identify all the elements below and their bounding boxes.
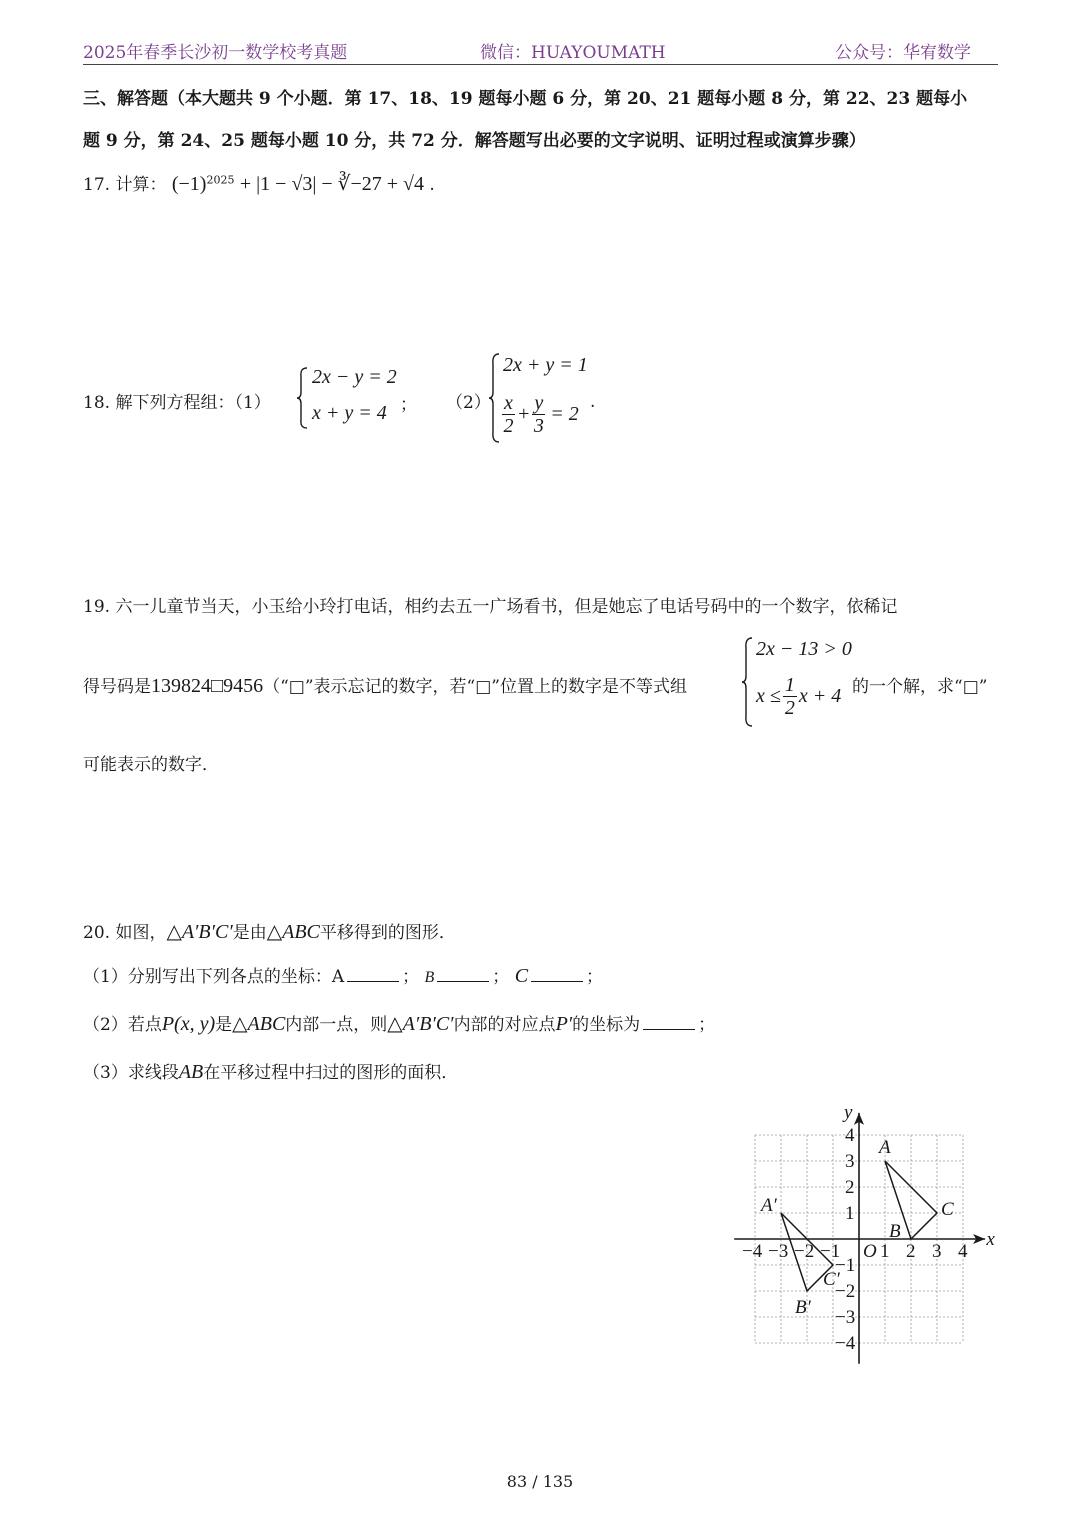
q19-line3: 可能表示的数字． <box>83 755 219 775</box>
q18-frac1-num: x <box>504 392 513 414</box>
q18-end: . <box>590 392 596 412</box>
q20-line1-b: 是由 <box>232 923 267 943</box>
y-tick-label: 2 <box>845 1177 855 1198</box>
q20-p2-c: 内部一点，则 <box>285 1015 388 1035</box>
q18-prefix: 18. 解下列方程组：（1） <box>83 393 271 413</box>
q18-brace-1 <box>296 366 310 430</box>
q20-tri-prime: △A′B′C′ <box>166 921 233 943</box>
q20-p2-a: （2）若点 <box>83 1015 162 1035</box>
q20-p1-b: B <box>424 969 435 986</box>
answer-blank-a[interactable] <box>347 963 399 982</box>
q18-frac2-num: y <box>534 392 544 414</box>
q20-p2-tri-prime: △A′B′C′ <box>387 1013 454 1035</box>
q18-frac2-den: 3 <box>533 415 544 437</box>
point-label-b: B <box>889 1221 901 1242</box>
answer-blank-b[interactable] <box>437 963 489 982</box>
x-tick-label: 1 <box>880 1241 890 1262</box>
q19-line2-a: 得号码是 <box>83 677 151 697</box>
section-heading-line1: 三、解答题（本大题共 9 个小题．第 17、18、19 题每小题 6 分，第 20、21 题每小题 8 分，第 22、23 题每小 <box>83 89 968 109</box>
section-heading-line2: 题 9 分，第 24、25 题每小题 10 分，共 72 分．解答题写出必要的文字说明、证明过程或演算步骤） <box>83 131 866 151</box>
q17-exponent: 2025 <box>206 173 235 187</box>
point-label-a: A <box>879 1137 891 1158</box>
q18-part2-label: （2） <box>446 393 491 413</box>
q19-frac-den: 2 <box>784 697 795 719</box>
q18-plus: + <box>516 403 531 425</box>
point-label-b1: B′ <box>795 1297 811 1318</box>
x-tick-label: 2 <box>906 1241 916 1262</box>
q20-p1-sep1: ； <box>402 967 420 987</box>
answer-blank-pprime[interactable] <box>643 1011 695 1030</box>
q20-tri: △ABC <box>266 921 320 943</box>
q19-ineq2-rhs: x + 4 <box>798 685 842 707</box>
q20-p3-b: 在平移过程中扫过的图形的面积． <box>203 1063 459 1083</box>
y-tick-label: 1 <box>845 1203 855 1224</box>
q19-line2 <box>83 672 687 698</box>
header-wechat: 微信：HUAYOUMATH <box>480 43 666 63</box>
answer-blank-c[interactable] <box>531 963 583 982</box>
q17-term-a: (−1) <box>171 173 207 195</box>
header-rule <box>83 64 998 65</box>
q18-sys1-eq2: x + y = 4 <box>312 402 387 424</box>
question-17 <box>83 170 435 196</box>
q20-p2-e: 的坐标为 <box>572 1015 641 1035</box>
point-label-c: C <box>941 1199 954 1220</box>
page-number: 83 / 135 <box>506 1472 574 1491</box>
x-tick-label: −3 <box>768 1241 789 1262</box>
q20-part1 <box>83 962 603 988</box>
q20-p2-point: P(x, y) <box>161 1013 216 1035</box>
y-tick-label: 3 <box>845 1151 855 1172</box>
q18-sys1-eq1: 2x − y = 2 <box>312 366 397 388</box>
q19-ineq2 <box>756 674 841 719</box>
q20-p1-c: C <box>514 965 529 987</box>
q19-line2-c: 的一个解，求“□” <box>852 677 988 697</box>
q20-line1-c: 平移得到的图形． <box>319 923 456 943</box>
x-tick-label: 4 <box>958 1241 968 1262</box>
q19-ineq1: 2x − 13 > 0 <box>756 638 852 660</box>
q19-phone: 139824□9456 <box>151 675 264 697</box>
coordinate-figure <box>732 1100 1012 1370</box>
point-label-c1: C′ <box>823 1269 840 1290</box>
q20-p1-end: ； <box>586 967 604 987</box>
q20-part2 <box>83 1010 715 1036</box>
q20-part3 <box>83 1058 458 1084</box>
y-tick-label: −4 <box>835 1333 856 1354</box>
y-tick-label: −2 <box>835 1281 856 1302</box>
q18-separator: ； <box>400 395 417 415</box>
q20-p3-seg: AB <box>178 1061 204 1083</box>
q20-p2-d: 内部的对应点 <box>453 1015 556 1035</box>
q20-p2-b: 是 <box>215 1015 233 1035</box>
q18-sys2-eq1: 2x + y = 1 <box>503 354 588 376</box>
q20-line1 <box>83 918 456 944</box>
y-tick-label: 4 <box>845 1125 855 1146</box>
q19-brace <box>741 636 755 728</box>
axes <box>734 1113 985 1364</box>
x-axis-label: x <box>986 1229 995 1250</box>
q19-line1: 19. 六一儿童节当天，小玉给小玲打电话，相约去五一广场看书，但是她忘了电话号码中的一个数字，依稀记 <box>83 597 898 617</box>
q19-frac-num: 1 <box>784 674 795 696</box>
q17-prefix: 17. 计算： <box>83 175 167 195</box>
y-axis-label: y <box>844 1102 853 1124</box>
labels <box>742 1102 995 1354</box>
q19-ineq2-lhs: x ≤ <box>756 685 781 707</box>
q19-line2-b: （“□”表示忘记的数字，若“□”位置上的数字是不等式组 <box>263 677 687 697</box>
header-account: 公众号：华宥数学 <box>835 43 971 63</box>
q17-end: . <box>429 175 435 195</box>
point-label-a1: A′ <box>761 1195 777 1216</box>
header-title: 2025年春季长沙初一数学校考真题 <box>83 43 348 63</box>
q20-p2-end: ； <box>698 1015 716 1035</box>
q17-term-b: + |1 − √3| − ∛−27 + √4 <box>239 173 424 195</box>
q18-sys2-eq2 <box>500 392 579 437</box>
q20-p2-tri: △ABC <box>232 1013 286 1035</box>
y-tick-label: −1 <box>835 1255 856 1276</box>
x-tick-label: −2 <box>794 1241 815 1262</box>
q20-p3-a: （3）求线段 <box>83 1063 179 1083</box>
x-tick-label: −4 <box>742 1241 763 1262</box>
q20-p1-sep2: ； <box>492 967 510 987</box>
q20-p1-a: （1）分别写出下列各点的坐标：A <box>83 967 345 987</box>
q20-p2-pprime: P′ <box>555 1013 573 1035</box>
q18-rhs: = 2 <box>550 403 579 425</box>
q20-intro: 20. 如图， <box>83 923 167 943</box>
origin-label: O <box>863 1241 877 1262</box>
x-tick-label: 3 <box>932 1241 942 1262</box>
x-tick-label: −1 <box>820 1241 841 1262</box>
y-tick-label: −3 <box>835 1307 856 1328</box>
q18-frac1-den: 2 <box>503 415 514 437</box>
